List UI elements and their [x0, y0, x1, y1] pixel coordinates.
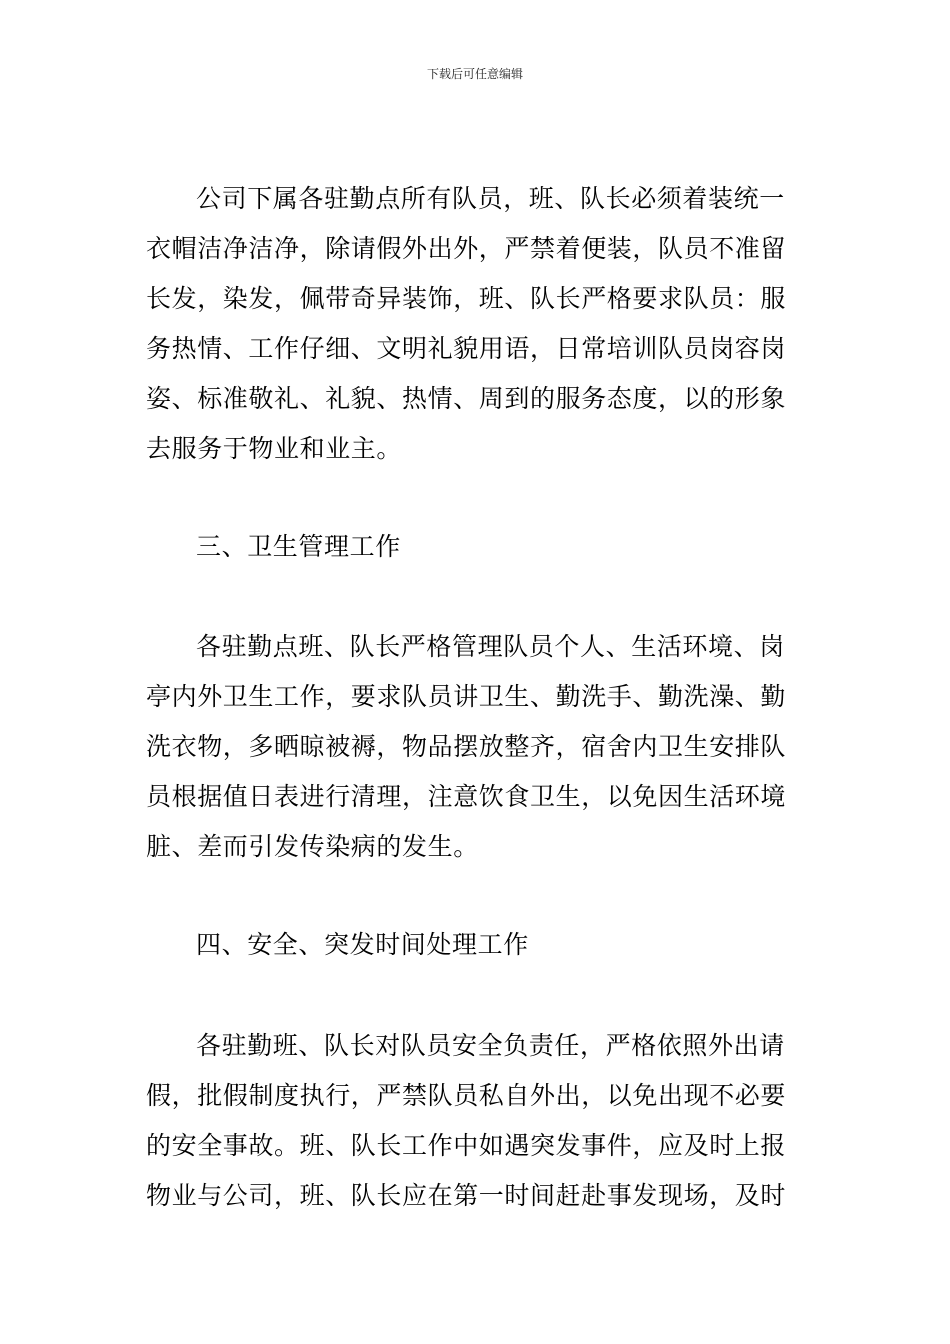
- paragraph-line: 假，批假制度执行，严禁队员私自外出，以免出现不必要: [146, 1081, 787, 1110]
- page-header: 下载后可任意编辑: [426, 67, 523, 81]
- paragraph-line: 各驻勤班、队长对队员安全负责任，严格依照外出请: [196, 1031, 785, 1060]
- paragraph-line: 员根据值日表进行清理，注意饮食卫生，以免因生活环境: [146, 782, 787, 811]
- paragraph-line: 洗衣物，多晒晾被褥，物品摆放整齐，宿舍内卫生安排队: [146, 732, 787, 761]
- paragraph-line: 公司下属各驻勤点所有队员，班、队长必须着装统一: [196, 184, 785, 213]
- paragraph-line: 务热情、工作仔细、文明礼貌用语，日常培训队员岗容岗: [146, 334, 787, 363]
- paragraph-line: 物业与公司，班、队长应在第一时间赶赴事发现场，及时: [146, 1181, 787, 1210]
- paragraph-line: 亭内外卫生工作，要求队员讲卫生、勤洗手、勤洗澡、勤: [146, 682, 787, 711]
- paragraph-line: 去服务于物业和业主。: [146, 434, 403, 463]
- section-heading-safety: 四、安全、突发时间处理工作: [196, 930, 529, 959]
- paragraph-line: 的安全事故。班、队长工作中如遇突发事件，应及时上报: [146, 1131, 787, 1160]
- paragraph-line: 姿、标准敬礼、礼貌、热情、周到的服务态度，以的形象: [146, 384, 787, 413]
- section-heading-hygiene: 三、卫生管理工作: [196, 532, 401, 561]
- paragraph-line: 长发，染发，佩带奇异装饰，班、队长严格要求队员：服: [146, 284, 787, 313]
- paragraph-line: 脏、差而引发传染病的发生。: [146, 832, 479, 861]
- paragraph-line: 衣帽洁净洁净，除请假外出外，严禁着便装，队员不准留: [146, 234, 787, 263]
- paragraph-line: 各驻勤点班、队长严格管理队员个人、生活环境、岗: [196, 632, 785, 661]
